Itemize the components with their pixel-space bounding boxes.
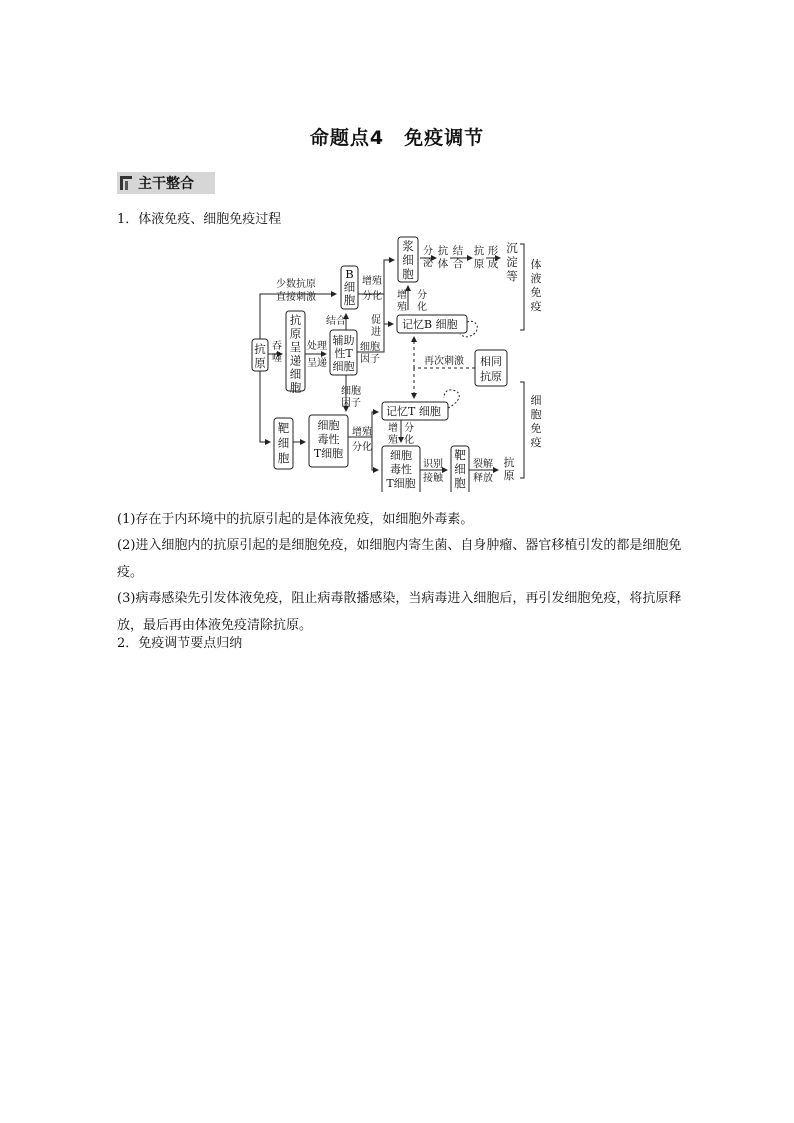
node-same-antigen: 相同抗原	[480, 355, 502, 383]
label-prolif-b: 增殖	[362, 276, 382, 287]
node-target-cell: 靶细胞	[277, 421, 290, 465]
label-ag-ab: 抗原	[473, 245, 485, 270]
bracket-cellular	[520, 382, 524, 478]
loop-memory-t	[444, 390, 459, 408]
paragraph-3: (3)病毒感染先引发体液免疫，阻止病毒散播感染，当病毒进入细胞后，再引发细胞免疫，将抗原释放，最后再由体液免疫清除抗原。	[117, 591, 682, 633]
node-b-cell: B 细胞	[343, 267, 356, 307]
arrow-ctl-ctl2	[372, 437, 378, 470]
label-engulf: 吞噬	[272, 341, 282, 364]
item-1-heading: 1．体液免疫、细胞免疫过程	[117, 212, 282, 227]
label-prolif-m: 增殖	[397, 290, 407, 313]
label-bind: 结合	[326, 316, 346, 327]
arrow-b-memory	[384, 294, 393, 324]
node-helper-t: 辅助性T 细胞	[332, 334, 355, 373]
bracket-humoral-label: 体液免疫	[530, 258, 542, 313]
label-contact: 接触	[423, 473, 443, 484]
arrow-antigen-target	[260, 371, 270, 442]
label-cytokine-h: 细胞因子	[360, 342, 380, 365]
label-diff-t: 分化	[404, 423, 414, 446]
node-ctl: 细胞毒性 T细胞	[313, 419, 344, 460]
label-few-antigen: 少数抗原	[276, 279, 316, 290]
node-target-cell2: 靶细胞	[454, 448, 466, 490]
section-header	[117, 172, 215, 194]
paragraph-2: (2)进入细胞内的抗原引起的是细胞免疫，如细胞内寄生菌、自身肿瘤、器官移植引发的都是细胞免疫。	[117, 538, 682, 580]
bracket-cellular-label: 细胞免疫	[530, 394, 542, 449]
label-direct-stim: 直接刺激	[276, 292, 316, 303]
node-memory-b: 记忆B 细胞	[402, 318, 458, 331]
label-diff-m: 分化	[417, 290, 427, 313]
loop-memory-b	[460, 321, 477, 337]
page-title: 命题点4 免疫调节	[309, 127, 485, 149]
section-bar-icon	[120, 176, 132, 190]
node-apc: 抗原呈递细胞	[289, 313, 302, 395]
label-lyse: 裂解	[473, 459, 493, 470]
label-bind2: 结合	[452, 245, 464, 270]
label-present: 呈递	[307, 358, 327, 369]
label-release: 释放	[473, 473, 493, 484]
label-prolif-c: 增殖	[352, 427, 372, 438]
label-cytokine-v: 细胞因子	[341, 386, 361, 409]
node-antigen-label: 抗原	[254, 342, 266, 370]
node-antigen-end: 抗原	[503, 456, 515, 482]
label-restim: 再次刺激	[424, 356, 464, 367]
paragraph-1: (1)存在于内环境中的抗原引起的是体液免疫，如细胞外毒素。	[117, 512, 474, 527]
label-form: 形成	[487, 245, 499, 270]
item-2-heading: 2．免疫调节要点归纳	[117, 636, 243, 651]
node-precip: 沉淀等	[506, 241, 518, 283]
bracket-humoral	[520, 244, 524, 330]
label-diff-b: 分化	[362, 291, 382, 302]
label-diff-c: 分化	[352, 442, 372, 453]
label-prolif-t: 增殖	[388, 423, 398, 446]
node-memory-t: 记忆T 细胞	[386, 405, 441, 418]
label-recognize: 识别	[423, 459, 443, 470]
section-label: 主干整合	[138, 176, 194, 192]
node-plasma: 浆细胞	[402, 239, 414, 281]
label-secrete: 分泌	[423, 246, 433, 269]
label-antibody: 抗体	[437, 245, 449, 270]
label-process: 处理	[307, 341, 327, 352]
immune-process-diagram	[0, 232, 794, 492]
label-promote: 促进	[371, 315, 381, 338]
node-ctl2: 细胞毒性 T细胞	[386, 449, 416, 490]
